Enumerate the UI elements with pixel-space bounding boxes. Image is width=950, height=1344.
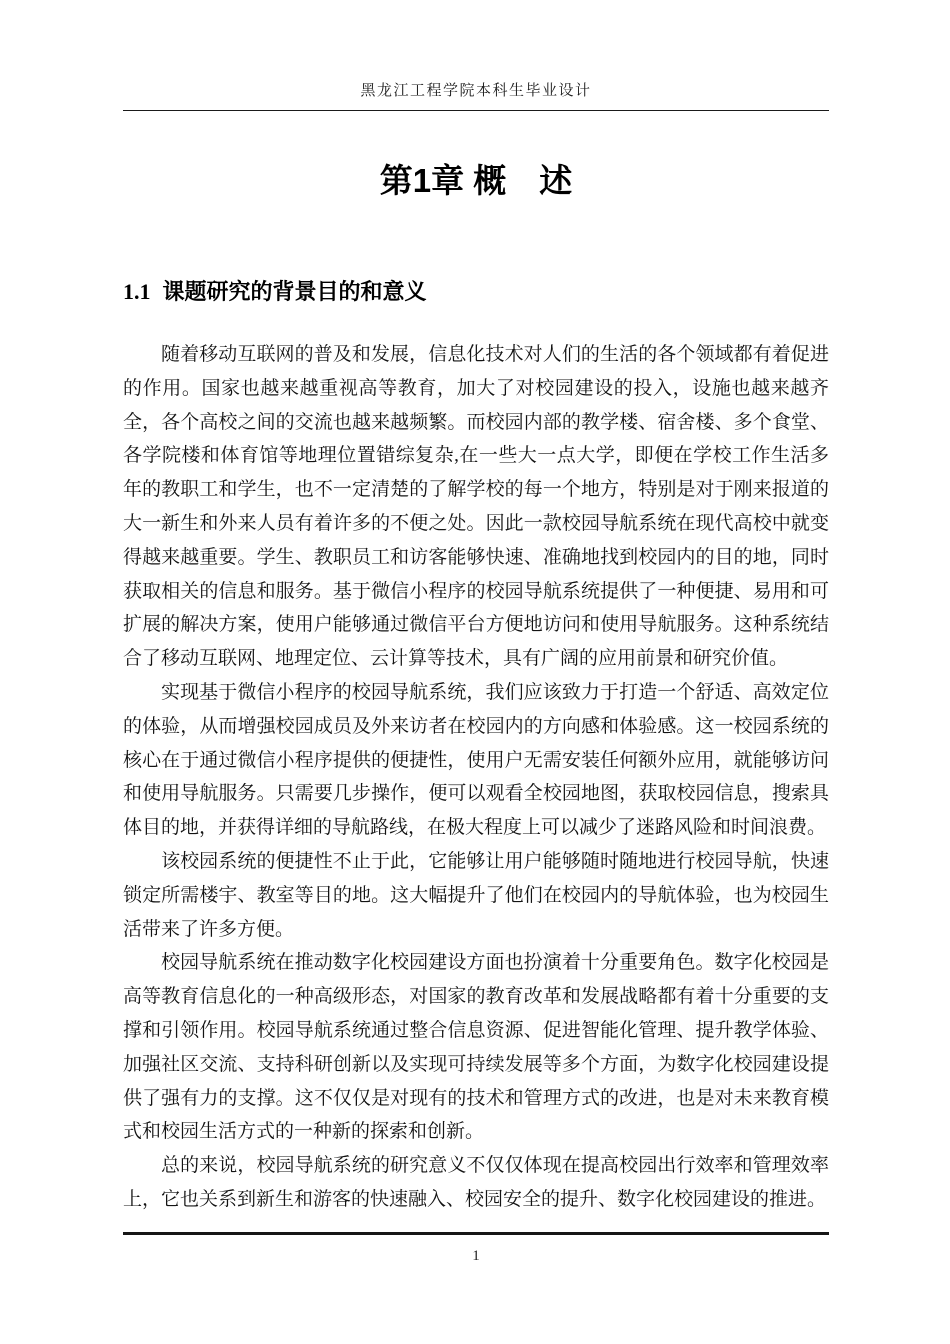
body-paragraph: 该校园系统的便捷性不止于此，它能够让用户能够随时随地进行校园导航，快速锁定所需楼宇、教室等目的地。这大幅提升了他们在校园内的导航体验，也为校园生活带来了许多方便。 — [123, 850, 829, 940]
chapter-title: 第1章 概 述 — [379, 162, 573, 199]
body-paragraph: 实现基于微信小程序的校园导航系统，我们应该致力于打造一个舒适、高效定位的体验，从而增强校园成员及外来访者在校园内的方向感和体验感。这一校园系统的核心在于通过微信小程序提供的便捷性，使用户无需安装任何额外应用，就能够访问和使用导航服务。只需要几步操作，便可以观看全校园地图，获取校园信息，搜索具体目的地，并获得详细的导航路线，在极大程度上可以减少了迷路风险和时间浪费。 — [123, 681, 829, 839]
body-paragraph: 总的来说，校园导航系统的研究意义不仅仅体现在提高校园出行效率和管理效率上，它也关系到新生和游客的快速融入、校园安全的提升、数字化校园建设的推进。 — [123, 1155, 829, 1210]
body-paragraph: 校园导航系统在推动数字化校园建设方面也扮演着十分重要角色。数字化校园是高等教育信息化的一种高级形态，对国家的教育改革和发展战略都有着十分重要的支撑和引领作用。校园导航系统通过整合信息资源、促进智能化管理、提升教学体验、加强社区交流、支持科研创新以及实现可持续发展等多个方面，为数字化校园建设提供了强有力的支撑。这不仅仅是对现有的技术和管理方式的改进，也是对未来教育模式和校园生活方式的一种新的探索和创新。 — [123, 952, 829, 1143]
body-paragraph: 随着移动互联网的普及和发展，信息化技术对人们的生活的各个领域都有着促进的作用。国家也越来越重视高等教育，加大了对校园建设的投入，设施也越来越齐全，各个高校之间的交流也越来越频繁。而校园内部的教学楼、宿舍楼、多个食堂、各学院楼和体育馆等地理位置错综复杂,在一些大一点大学，即便在学校工作生活多年的教职工和学生，也不一定清楚的了解学校的每一个地方，特别是对于刚来报道的大一新生和外来人员有着许多的不便之处。因此一款校园导航系统在现代高校中就变得越来越重要。学生、教职员工和访客能够快速、准确地找到校园内的目的地，同时获取相关的信息和服务。基于微信小程序的校园导航系统提供了一种便捷、易用和可扩展的解决方案，使用户能够通过微信平台方便地访问和使用导航服务。这种系统结合了移动互联网、地理定位、云计算等技术，具有广阔的应用前景和研究价值。 — [123, 344, 829, 670]
page-footer — [123, 1232, 829, 1265]
section-number: 1.1 — [123, 279, 151, 304]
page-number: 1 — [472, 1248, 480, 1264]
section-heading — [123, 276, 829, 308]
header-title: 黑龙江工程学院本科生毕业设计 — [360, 83, 592, 99]
document-body — [123, 338, 829, 1217]
section-title: 课题研究的背景目的和意义 — [162, 279, 427, 304]
page-header — [123, 80, 829, 111]
